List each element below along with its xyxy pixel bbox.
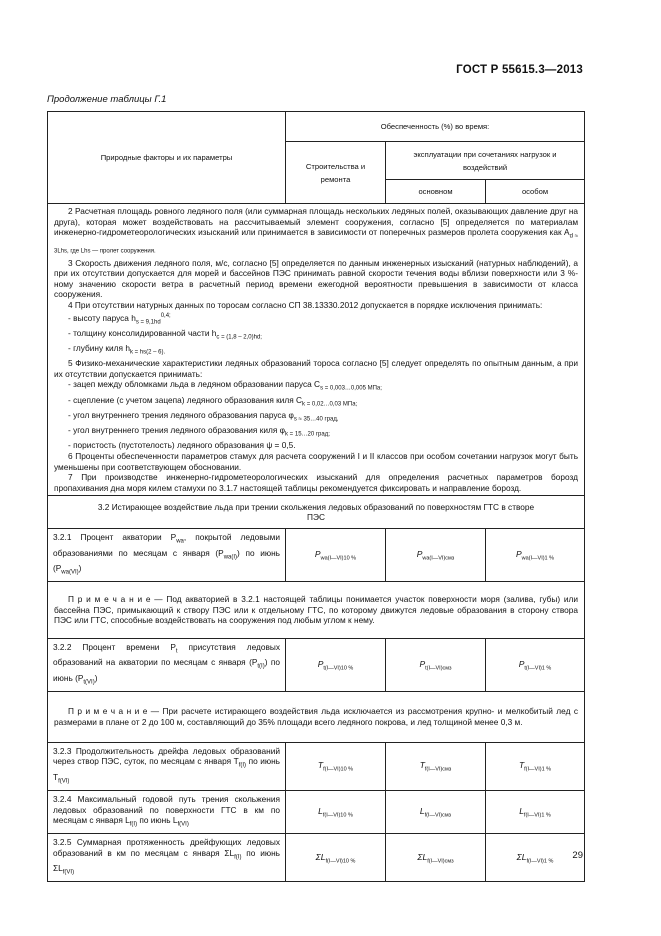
row-3-2-2-basic: $P_{t(I—VI)cмз}$: [386, 639, 486, 692]
row-3-2-1-label: 3.2.1 Процент акватории $P_{wa}$, покрытой ледовыми образованиями по месяцам с января $(P_{wa(I)})$ по июнь $(P_{wa(VI)})$: [48, 529, 286, 582]
note-p5-c: - угол внутреннего трения ледяного образования паруса $\varphi_{s \approx 35\dots 40 град,}$: [68, 409, 339, 423]
row-3-2-4-label: 3.2.4 Максимальный годовой путь трения скольжения ледовых образований по поверхности ГТС в км по месяцам с января $L_{f(I)}$ по июнь $L_{f(VI)}$: [48, 790, 286, 833]
row-3-2-4-construction: $L_{f(I—VI)10 \%}$: [286, 790, 386, 833]
header-provision: Обеспеченность (%) во время:: [286, 112, 585, 142]
note-p6: 6 Проценты обеспеченности параметров стамух для расчета сооружений I и II классов при особом сочетании нагрузок могут быть уменьшены при соответствующем обосновании.: [54, 450, 579, 472]
row-3-2-2-special: $P_{t(I—VI)1 \%}$: [486, 639, 585, 692]
header-factors: Природные факторы и их параметры: [48, 112, 286, 204]
row-3-2-5-label: 3.2.5 Суммарная протяженность дрейфующих ледовых образований в км по месяцам с января $\Sigma L_{f(I)}$ по июнь $\Sigma L_{f(VI)}$: [48, 834, 286, 882]
row-3-2-1-special: $P_{wa(I—VI)1 \%}$: [486, 529, 585, 582]
note-3-2-2: П р и м е ч а н и е — При расчете истирающего воздействия льда исключается из рассмотрения крупно- и мелкобитый лед с размерами в плане от 2 до 100 м, составляющий до 35% площади всего ледяного покрова, и лед толщиной менее 0,3 м.: [48, 691, 585, 742]
note-p4-c: - глубину киля $h_{k = hs(2 - 6).}$: [68, 342, 166, 356]
row-3-2-4-special: $L_{f(I—VI)1 \%}$: [486, 790, 585, 833]
row-3-2-5-basic: $\Sigma L_{f(I—VI)cмз}$: [386, 834, 486, 882]
row-3-2-4-basic: $L_{f(I—VI)cмз}$: [386, 790, 486, 833]
row-3-2-3-basic: $T_{f(I—VI)cмз}$: [386, 742, 486, 790]
note-p5-a: - зацеп между обломками льда в ледяном образовании паруса $C_{s = 0,003\dots 0,005 МПа;}$: [68, 379, 382, 393]
parameters-table: [47, 111, 585, 882]
note-p7: 7 При производстве инженерно-гидрометеорологических изысканий для определения расчетных параметров борозд пропахивания дна моря килем стамухи по 3.1.7 настоящей таблицы рекомендуется фиксировать и направление борозд.: [54, 472, 579, 493]
note-p4: 4 При отсутствии натурных данных по торосам согласно СП 38.13330.2012 допускается в порядке исключения принимать:: [68, 300, 543, 311]
row-3-2-3-construction: $T_{f(I—VI)10 \%}$: [286, 742, 386, 790]
header-special: особом: [486, 180, 585, 204]
note-p5: 5 Физико-механические характеристики ледяных образований тороса согласно [5] следует определять по опытным данным, а при их отсутствии допускается принимать:: [54, 358, 579, 379]
header-operation: эксплуатации при сочетаниях нагрузок и воздействий: [386, 142, 585, 180]
notes-block: [48, 204, 585, 496]
note-p2: 2 Расчетная площадь ровного ледяного поля (или суммарная площадь нескольких ледяных полей, оказывающих давление друг на друга), которая может воздействовать на рассчитываемый элемент сооружения, согласно [5] определяется по материалам инженерно-гидрометеорологических изысканий или принимается в зависимости от поперечных размеров пролета сооружения как $A_{d \approx 3Lhs, где Lhs — пролет сооружения.}$: [54, 206, 579, 256]
page-number: 29: [572, 850, 583, 861]
row-3-2-2-construction: $P_{t(I—VI)10 \%}$: [286, 639, 386, 692]
note-p3: 3 Скорость движения ледяного поля, м/с, согласно [5] определяется по данным инженерных изысканий (натурных наблюдений), а при их отсутствии допускается для морей и бассейнов ПЭС принимать равной скорости течения воды вблизи поверхности или 3 %-ному значению скорости ветра в расчетный период времени ежегодной вероятности превышения в зависимости от класса сооружения.: [54, 257, 579, 300]
row-3-2-2-label: 3.2.2 Процент времени $P_t$ присутствия ледовых образований на акватории по месяцам с января $(P_{t(I)})$ по июнь $(P_{t(VI)})$: [48, 639, 286, 692]
note-3-2-1: П р и м е ч а н и е — Под акваторией в 3.2.1 настоящей таблицы понимается участок поверхности моря (залива, губы) или бассейна ПЭС, примыкающий к створу ПЭС или к отдельному ГТС, по которому движутся ледовые образования в сторону створа ПЭС или ГТС, способные воздействовать на сооружения под любым углом к нему.: [48, 582, 585, 639]
row-3-2-1-basic: $P_{wa(I—VI)cмз}$: [386, 529, 486, 582]
note-p4-a: - высоту паруса $h_{s = 9,1hd}^{0,4;}$: [68, 312, 171, 326]
row-3-2-3-label: 3.2.3 Продолжительность дрейфа ледовых образований через створ ПЭС, суток, по месяцам с января $T_{f(I)}$ по июнь $T_{f(VI)}$: [48, 742, 286, 790]
table-continuation-label: Продолжение таблицы Г.1: [47, 94, 167, 105]
standard-number: ГОСТ Р 55615.3—2013: [456, 64, 583, 76]
row-3-2-5-construction: $\Sigma L_{f(I—VI)10 \%}$: [286, 834, 386, 882]
section-3-2-title: 3.2 Истирающее воздействие льда при трении скольжения ледовых образований по поверхностям ГТС в створе ПЭС: [48, 496, 585, 529]
note-p4-b: - толщину консолидированной части $h_{c = (1,8 - 2,0)hd;}$: [68, 327, 262, 341]
note-p5-e: - пористость (пустотелость) ледяного образования ψ = 0,5.: [68, 440, 296, 451]
row-3-2-5-special: $\Sigma L_{f(I—VI)1 \%}$: [486, 834, 585, 882]
row-3-2-1-construction: $P_{wa(I—VI)10 \%}$: [286, 529, 386, 582]
header-basic: основном: [386, 180, 486, 204]
note-p5-b: - сцепление (с учетом зацепа) ледяного образования киля $C_{k = 0,02\dots 0,03 МПа;}$: [68, 394, 358, 408]
row-3-2-3-special: $T_{f(I—VI)1 \%}$: [486, 742, 585, 790]
note-p5-d: - угол внутреннего трения ледяного образования киля $\varphi_{k = 15\dots 20 град;}$: [68, 425, 330, 438]
header-construction: Строительства и ремонта: [286, 142, 386, 204]
